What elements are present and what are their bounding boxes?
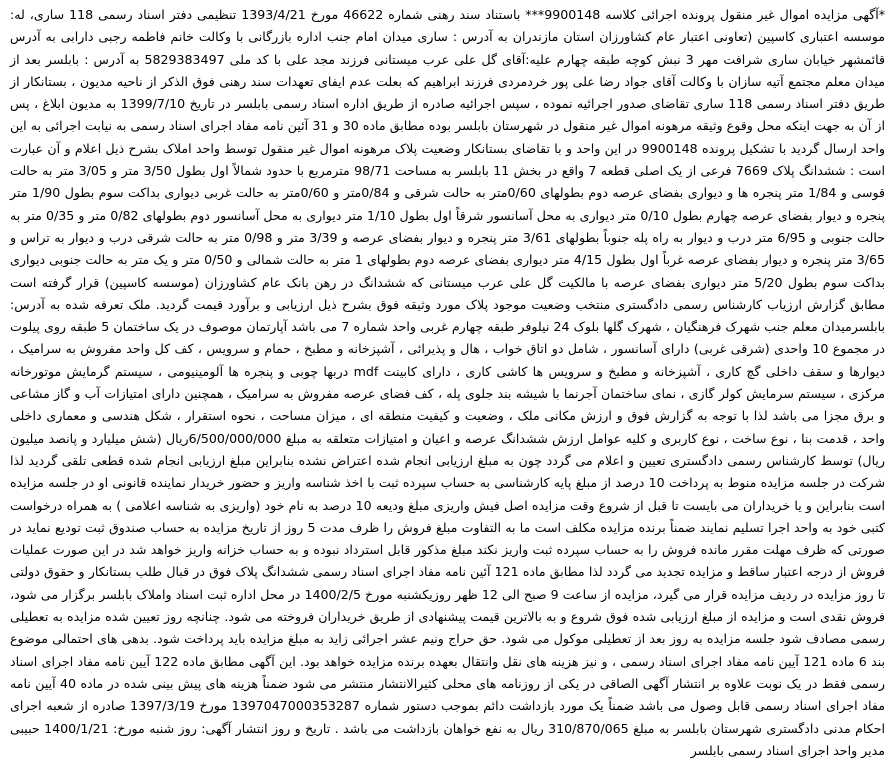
auction-notice-body: *آگهی مزایده اموال غیر منقول پرونده اجرائی کلاسه 9900148*** باستناد سند رهنی شماره 46622 مورخ 1393/4/21 تنظیمی دفتر اسناد رسمی 118 ساری، له: موسسه اعتباری کاسپین (تعاونی اعتبار عام کشاورزان استان مازندران به آدرس : ساری میدان امام جنب اداره بازرگانی با وکالت خانم فاطمه رجبی دارابی به آدرس قائمشهر خیابان ساری شرافت مهر 3 نبش کوچه طبقه چهارم علیه:آقای گل علی عرب میستانی فرزند مجد علی با کد ملی 5829383497 به آدرس : بابلسر بعد از میدان معلم مجتمع آتیه سازان با وکالت آقای جواد رضا علی پور خردمردی فرزند ابراهیم که بعلت عدم ایفای تعهدات سند رهنی فوق الذکر از ناحیه مدیون ، بستانکار از طریق دفتر اسناد رسمی 118 ساری تقاضای صدور اجرائیه نموده ، سپس اجرائیه صادره از طریق اداره اسناد رسمی بابلسر در تاریخ 1399/7/10 به مدیون ابلاغ ، پس از آن به جهت اینکه محل وقوع وثیقه مرهونه اموال غیر منقول در شهرستان بابلسر بوده مطابق ماده 30 و 31 آئین نامه مفاد اجرای اسناد رسمی به نیابت اجرائی به این واحد ارسال گردید با تشکیل پرونده 9900148 در این واحد و با تقاضای بستانکار وضعیت پلاک مرهونه اموال غیر منقول توسط واحد املاک بشرح ذیل اعلام و آن عبارت است : ششدانگ پلاک 7669 فرعی از یک اصلی قطعه 7 واقع در بخش 11 بابلسر به مساحت 98/71 مترمربع با حدود شمالاً اول بطول 3/50 متر و 3/05 متر به حالت قوسی و 1/84 متر پنجره ها و دیواری بفضای عرصه دوم بطولهای 0/60متر به حالت شرقی و 0/84متر و 0/60متر به حالت غربی دیواری بداکت سوم بطول 1/90 متر پنجره و دیوار بفضای عرصه چهارم بطول 0/10 متر دیواری به محل آسانسور شرقاً اول بطول 1/10 متر دیواری به محل آسانسور دوم بطولهای 0/82 متر و 0/35 متر به حالت جنوبی و 6/95 متر درب و دیوار به راه پله جنوباً بطولهای 3/61 متر پنجره و دیوار بفضای عرصه و 3/39 متر و 0/98 متر به حالت شرقی درب و دیوار به تراس و 3/65 متر پنجره و دیوار بفضای عرصه غرباً اول بطول 4/15 متر دیواری بفضای عرصه دوم بطولهای 1 متر به حالت شمالی و 0/50 متر و یک متر به حالت جنوبی دیواری بداکت سوم بطول 5/20 متر دیواری بفضای عرصه با مالکیت گل علی عرب میستانی که ششدانگ در رهن بانک عام کشاورزان (موسسه کاسپین) قرار گرفته است مطابق گزارش ارزیاب کارشناس رسمی دادگستری منتخب وضعیت موجود پلاک مورد وثیقه فوق بشرح ذیل ارزیابی و برآورد قیمت گردید. ملک تعرفه شده به آدرس: بابلسرمیدان معلم جنب شهرک فرهنگیان ، شهرک گلها بلوک 24 نیلوفر طبقه چهارم غربی واحد شماره 7 می باشد آپارتمان موصوف در یک ساختمان 5 طبقه روی پیلوت در مجموع 10 واحدی (شرقی غربی) دارای آسانسور ، شامل دو اتاق خواب ، هال و پذیرائی ، آشپزخانه و مطبخ ، حمام و سرویس ، کف کل واحد مفروش به سرامیک ، دیوارها و سقف داخلی گچ کاری ، آشپزخانه و مطبخ و سرویس ها کاشی کاری ، دارای کابینت mdf دربها چوبی و پنجره ها آلومینیومی ، سیستم گرمایش موتورخانه مرکزی ، سیستم سرمایش کولر گازی ، نمای ساختمان آجرنما با شیشه بند جلوی پله ، کف فضای عرصه مفروش به سرامیک ، همچنین دارای امتیازات آب و گاز مشاعی و برق مجزا می باشد لذا با توجه به گزارش فوق و ارزش مکانی ملک ، وضعیت و کیفیت منطقه ای ، میزان مساحت ، نحوه استقرار ، شکل هندسی و معماری داخلی واحد ، قدمت بنا ، نوع ساخت ، نوع کاربری و کلیه عوامل ارزش ششدانگ عرصه و اعیان و امتیازات متعلقه به مبلغ 6/500/000/000ریال (شش میلیارد و پانصد میلیون ریال) توسط کارشناس رسمی دادگستری تعیین و اعلام می گردد چون به مبلغ ارزیابی انجام شده اعتراض نشده بنابراین مبلغ ارزیابی انجام شده قطعی تلقی گردید لذا شرکت در جلسه مزایده منوط به پرداخت 10 درصد از مبلغ پایه کارشناسی به حساب سپرده ثبت با اخذ شناسه واریز و حضور خریدار نماینده قانونی او در جلسه مزایده است بنابراین و یا خریداران می بایست تا قبل از شروع وقت مزایده اصل فیش واریزی مبلغ ودیعه 10 درصد به نام خود (واریزی به شناسه اعلامی ) به همراه درخواست کتبی خود به واحد اجرا تسلیم نمایند ضمناً برنده مزایده مکلف است ما به التفاوت مبلغ فروش را ظرف مدت 5 روز از تاریخ مزایده به حساب صندوق ثبت تودیع نماید در صورتی که ظرف مهلت مقرر مانده فروش را به حساب سپرده ثبت واریز نکند مبلغ مذکور قابل استرداد نبوده و به حساب خزانه واریز خواهد شد در این صورت عملیات فروش از درجه اعتبار ساقط و مزایده تجدید می گردد لذا مطابق ماده 121 آئین نامه مفاد اجرای اسناد رسمی ششدانگ پلاک فوق در قبال طلب بستانکار و حقوق دولتی تا روز مزایده در ردیف مزایده قرار می گیرد، مزایده از ساعت 9 صبح الی 12 ظهر روزیکشنبه مورخ 1400/2/5 در محل اداره ثبت اسناد واملاک بابلسر برگزار می شود، فروش نقدی است و مزایده از مبلغ ارزیابی شده فوق شروع و به بالاترین قیمت پیشنهادی از طریق خریداران فروخته می شود. چنانچه روز تعیین شده مزایده به تعطیلی رسمی مصادف شود جلسه مزایده به روز بعد از تعطیلی موکول می شود. حق حراج ونیم عشر اجرائی زاید به مبلغ مزایده باید پرداخت شود. بدهی های احتمالی موضوع بند 6 ماده 121 آیین نامه مفاد اجرای اسناد رسمی ، و نیز هزینه های نقل وانتقال بعهده برنده مزایده خواهد بود. این آگهی مطابق ماده 122 آیین نامه مفاد اجرای اسناد رسمی فقط در یک نوبت علاوه بر انتشار آگهی الصاقی در یکی از روزنامه های محلی کثیرالانتشار منتشر می شود ضمناً هزینه های پیش بینی شده در ماده 40 آیین نامه مفاد اجرای اسناد رسمی قابل وصول می باشد ضمناً یک مورد بازداشت دائم بموجب دستور شماره 1397047000353287 مورخ 1397/3/19 صادره از شعبه اجرای احکام مدنی دادگستری شهرستان بابلسر به مبلغ 310/870/065 ریال به نفع خواهان بازداشت می باشد . تاریخ و روز انتشار آگهی: روز شنبه مورخ: 1400/1/21 حبیبی مدیر واحد اجرای اسناد رسمی بابلسر xyxy=(10,7,886,758)
